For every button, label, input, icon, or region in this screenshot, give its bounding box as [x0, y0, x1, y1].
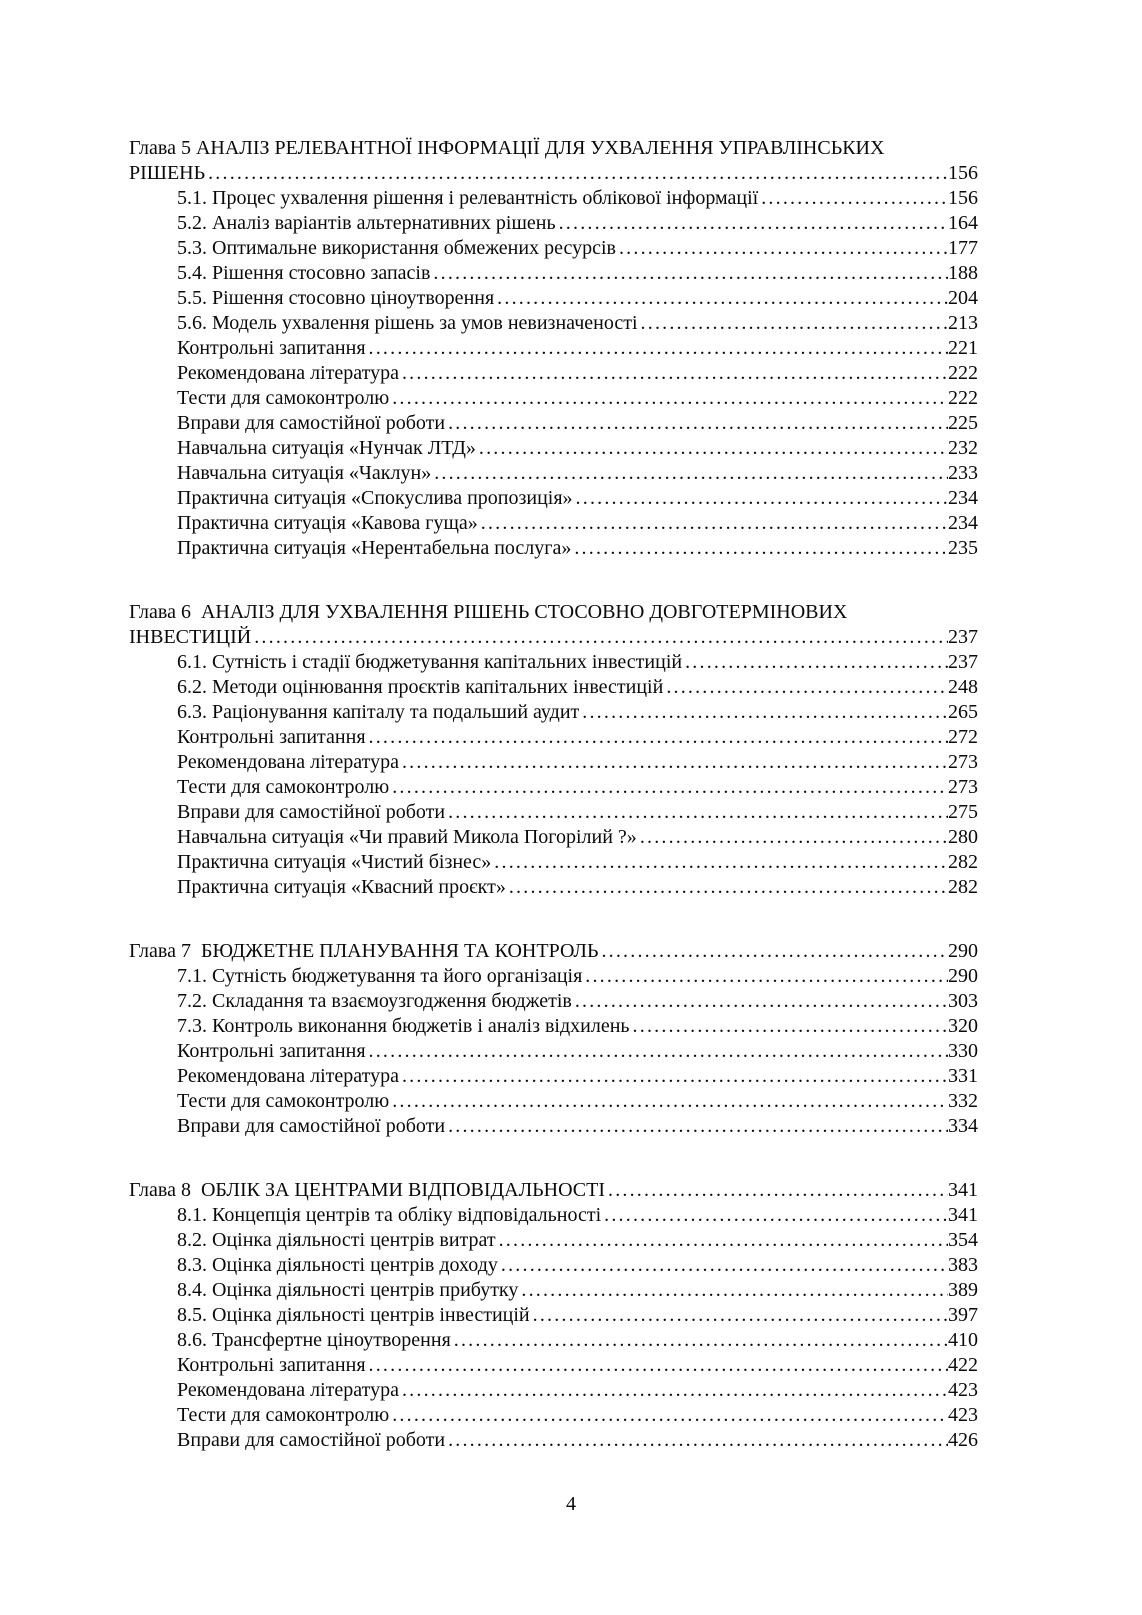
entry-title: Вправи для самостійної роботи	[177, 1429, 446, 1451]
entry-page-number: 222	[948, 387, 978, 409]
toc-entry-row	[129, 1089, 978, 1114]
entry-title: Контрольні запитання	[177, 1354, 366, 1376]
entry-page-number: 237	[948, 626, 978, 648]
toc-entry-row	[129, 536, 978, 561]
entry-title: Вправи для самостійної роботи	[177, 412, 446, 434]
entry-title: Вправи для самостійної роботи	[177, 801, 446, 823]
entry-page-number: 423	[948, 1379, 978, 1401]
entry-title: 5.4. Рішення стосовно запасів	[177, 262, 431, 284]
dot-leader	[431, 461, 948, 486]
toc-entry-row	[129, 775, 978, 800]
dot-leader	[399, 1064, 948, 1089]
toc-entry-row	[129, 650, 978, 675]
entry-page-number: 156	[948, 187, 978, 209]
dot-leader	[530, 1303, 948, 1328]
folio-page-number: 4	[566, 1493, 576, 1515]
entry-title: Рекомендована література	[177, 1065, 399, 1087]
dot-leader	[605, 1178, 948, 1203]
entry-title: Тести для самоконтролю	[177, 1090, 390, 1112]
dot-leader	[598, 939, 948, 964]
toc-entry-row	[129, 800, 978, 825]
dot-leader	[494, 286, 948, 311]
toc-chapter-heading-row	[129, 161, 978, 186]
entry-page-number: 188	[948, 262, 978, 284]
entry-title: 5.3. Оптимальне використання обмежених ресурсів	[177, 237, 616, 259]
dot-leader	[399, 750, 948, 775]
dot-leader	[518, 1278, 948, 1303]
dot-leader	[445, 800, 948, 825]
toc-entry-row	[129, 964, 978, 989]
entry-title: Практична ситуація «Квасний проєкт»	[177, 876, 506, 898]
toc-entry-row	[129, 1378, 978, 1403]
entry-title: 8.4. Оцінка діяльності центрів прибутку	[177, 1279, 519, 1301]
entry-page-number: 383	[948, 1254, 978, 1276]
entry-title: Рекомендована література	[177, 751, 399, 773]
dot-leader	[389, 386, 948, 411]
entry-page-number: 332	[948, 1090, 978, 1112]
dot-leader	[630, 1014, 948, 1039]
toc-entry-row	[129, 1353, 978, 1378]
chapter-title: Глава 5 АНАЛІЗ РЕЛЕВАНТНОЇ ІНФОРМАЦІЇ ДЛЯ УХВАЛЕННЯ УПРАВЛІНСЬКИХ	[129, 137, 885, 159]
dot-leader	[366, 336, 948, 361]
dot-leader	[445, 1428, 948, 1453]
dot-leader	[430, 261, 948, 286]
entry-title: 7.1. Сутність бюджетування та його організація	[177, 965, 583, 987]
dot-leader	[758, 186, 948, 211]
entry-title: 8.5. Оцінка діяльності центрів інвестицій	[177, 1304, 530, 1326]
entry-page-number: 341	[948, 1179, 978, 1201]
toc-chapter-heading-row	[129, 136, 978, 161]
entry-title: Контрольні запитання	[177, 726, 366, 748]
entry-title: Тести для самоконтролю	[177, 776, 390, 798]
entry-page-number: 341	[948, 1204, 978, 1226]
entry-title: 5.2. Аналіз варіантів альтернативних рішень	[177, 212, 556, 234]
entry-page-number: 282	[948, 876, 978, 898]
entry-title: 7.3. Контроль виконання бюджетів і аналіз відхилень	[177, 1015, 630, 1037]
entry-title: 6.1. Сутність і стадії бюджетування капітальних інвестицій	[177, 651, 683, 673]
dot-leader	[572, 989, 948, 1014]
entry-page-number: 273	[948, 751, 978, 773]
entry-page-number: 273	[948, 776, 978, 798]
dot-leader	[389, 1403, 948, 1428]
entry-page-number: 334	[948, 1115, 978, 1137]
dot-leader	[573, 486, 948, 511]
entry-page-number: 204	[948, 287, 978, 309]
entry-title: Навчальна ситуація «Чаклун»	[177, 462, 432, 484]
entry-page-number: 235	[948, 537, 978, 559]
entry-page-number: 330	[948, 1040, 978, 1062]
dot-leader	[491, 850, 948, 875]
entry-title: Навчальна ситуація «Нунчак ЛТД»	[177, 437, 476, 459]
toc-entry-row	[129, 386, 978, 411]
toc-chapter-block	[129, 600, 978, 900]
entry-title: Контрольні запитання	[177, 1040, 366, 1062]
toc-chapter-block	[129, 939, 978, 1139]
entry-title: Практична ситуація «Нерентабельна послуга»	[177, 537, 572, 559]
dot-leader	[582, 964, 948, 989]
entry-page-number: 423	[948, 1404, 978, 1426]
entry-title: Рекомендована література	[177, 1379, 399, 1401]
dot-leader	[498, 1253, 948, 1278]
entry-page-number: 232	[948, 437, 978, 459]
dot-leader	[556, 211, 948, 236]
dot-leader	[476, 436, 948, 461]
entry-page-number: 354	[948, 1229, 978, 1251]
toc-entry-row	[129, 336, 978, 361]
toc-entry-row	[129, 1064, 978, 1089]
dot-leader	[579, 700, 948, 725]
entry-page-number: 303	[948, 990, 978, 1012]
entry-page-number: 280	[948, 826, 978, 848]
toc-entry-row	[129, 261, 978, 286]
toc-entry-row	[129, 211, 978, 236]
toc-entry-row	[129, 1428, 978, 1453]
entry-page-number: 426	[948, 1429, 978, 1451]
dot-leader	[445, 411, 948, 436]
entry-page-number: 234	[948, 487, 978, 509]
toc-chapter-heading-row	[129, 939, 978, 964]
toc-entry-row	[129, 989, 978, 1014]
toc	[129, 136, 978, 1453]
entry-title: Тести для самоконтролю	[177, 1404, 390, 1426]
entry-title: Тести для самоконтролю	[177, 387, 390, 409]
toc-entry-row	[129, 236, 978, 261]
dot-leader	[366, 1039, 948, 1064]
entry-title: Контрольні запитання	[177, 337, 366, 359]
toc-entry-row	[129, 286, 978, 311]
dot-leader	[399, 1378, 948, 1403]
toc-entry-row	[129, 1303, 978, 1328]
dot-leader	[366, 1353, 948, 1378]
chapter-title: РІШЕНЬ	[129, 162, 206, 184]
entry-page-number: 225	[948, 412, 978, 434]
entry-title: Практична ситуація «Чистий бізнес»	[177, 851, 492, 873]
entry-title: 6.2. Методи оцінювання проєктів капітальних інвестицій	[177, 676, 664, 698]
toc-entry-row	[129, 361, 978, 386]
toc-entry-row	[129, 675, 978, 700]
dot-leader	[638, 311, 948, 336]
entry-page-number: 237	[948, 651, 978, 673]
toc-chapter-heading-row	[129, 625, 978, 650]
dot-leader	[399, 361, 948, 386]
dot-leader	[451, 1328, 948, 1353]
entry-page-number: 164	[948, 212, 978, 234]
dot-leader	[571, 536, 948, 561]
toc-entry-row	[129, 725, 978, 750]
dot-leader	[496, 1228, 948, 1253]
dot-leader	[366, 725, 948, 750]
entry-page-number: 282	[948, 851, 978, 873]
dot-leader	[663, 675, 948, 700]
entry-page-number: 331	[948, 1065, 978, 1087]
toc-entry-row	[129, 1014, 978, 1039]
entry-title: 8.3. Оцінка діяльності центрів доходу	[177, 1254, 498, 1276]
entry-title: Рекомендована література	[177, 362, 399, 384]
dot-leader	[682, 650, 948, 675]
dot-leader	[389, 1089, 948, 1114]
entry-title: 5.5. Рішення стосовно ціноутворення	[177, 287, 495, 309]
toc-entry-row	[129, 436, 978, 461]
entry-title: 8.1. Концепція центрів та обліку відповідальності	[177, 1204, 602, 1226]
toc-entry-row	[129, 1403, 978, 1428]
dot-leader	[445, 1114, 948, 1139]
toc-entry-row	[129, 1253, 978, 1278]
entry-page-number: 397	[948, 1304, 978, 1326]
entry-title: 8.6. Трансфертне ціноутворення	[177, 1329, 451, 1351]
entry-title: 5.6. Модель ухвалення рішень за умов невизначеності	[177, 312, 638, 334]
toc-entry-row	[129, 750, 978, 775]
dot-leader	[478, 511, 948, 536]
toc-entry-row	[129, 1228, 978, 1253]
dot-leader	[506, 875, 948, 900]
dot-leader	[205, 161, 948, 186]
toc-entry-row	[129, 700, 978, 725]
toc-entry-row	[129, 311, 978, 336]
toc-chapter-block	[129, 136, 978, 561]
toc-entry-row	[129, 511, 978, 536]
entry-page-number: 422	[948, 1354, 978, 1376]
dot-leader	[601, 1203, 948, 1228]
entry-title: Практична ситуація «Кавова гуща»	[177, 512, 478, 534]
toc-entry-row	[129, 1039, 978, 1064]
toc-entry-row	[129, 486, 978, 511]
entry-title: Вправи для самостійної роботи	[177, 1115, 446, 1137]
entry-page-number: 410	[948, 1329, 978, 1351]
entry-page-number: 177	[948, 237, 978, 259]
entry-page-number: 265	[948, 701, 978, 723]
chapter-title: ІНВЕСТИЦІЙ	[129, 626, 252, 648]
entry-page-number: 213	[948, 312, 978, 334]
dot-leader	[389, 775, 948, 800]
entry-page-number: 233	[948, 462, 978, 484]
entry-page-number: 156	[948, 162, 978, 184]
toc-entry-row	[129, 461, 978, 486]
entry-page-number: 234	[948, 512, 978, 534]
entry-page-number: 290	[948, 940, 978, 962]
chapter-title: Глава 8 ОБЛІК ЗА ЦЕНТРАМИ ВІДПОВІДАЛЬНОСТІ	[129, 1179, 605, 1201]
entry-page-number: 320	[948, 1015, 978, 1037]
entry-page-number: 248	[948, 676, 978, 698]
toc-entry-row	[129, 186, 978, 211]
toc-entry-row	[129, 1278, 978, 1303]
entry-title: Навчальна ситуація «Чи правий Микола Погорілий ?»	[177, 826, 637, 848]
entry-page-number: 222	[948, 362, 978, 384]
chapter-title: Глава 7 БЮДЖЕТНЕ ПЛАНУВАННЯ ТА КОНТРОЛЬ	[129, 940, 599, 962]
entry-title: 5.1. Процес ухвалення рішення і релевантність облікової інформації	[177, 187, 759, 209]
entry-page-number: 389	[948, 1279, 978, 1301]
dot-leader	[637, 825, 948, 850]
entry-page-number: 290	[948, 965, 978, 987]
toc-entry-row	[129, 850, 978, 875]
entry-page-number: 272	[948, 726, 978, 748]
entry-page-number: 221	[948, 337, 978, 359]
dot-leader	[616, 236, 948, 261]
toc-entry-row	[129, 1328, 978, 1353]
toc-entry-row	[129, 1114, 978, 1139]
toc-chapter-heading-row	[129, 1178, 978, 1203]
toc-entry-row	[129, 1203, 978, 1228]
toc-entry-row	[129, 411, 978, 436]
entry-title: Практична ситуація «Спокуслива пропозиція»	[177, 487, 573, 509]
dot-leader	[251, 625, 948, 650]
toc-entry-row	[129, 875, 978, 900]
toc-chapter-block	[129, 1178, 978, 1453]
entry-title: 6.3. Раціонування капіталу та подальший аудит	[177, 701, 580, 723]
entry-title: 8.2. Оцінка діяльності центрів витрат	[177, 1229, 496, 1251]
toc-chapter-heading-row	[129, 600, 978, 625]
entry-page-number: 275	[948, 801, 978, 823]
toc-entry-row	[129, 825, 978, 850]
entry-title: 7.2. Складання та взаємоузгодження бюджетів	[177, 990, 572, 1012]
chapter-title: Глава 6 АНАЛІЗ ДЛЯ УХВАЛЕННЯ РІШЕНЬ СТОСОВНО ДОВГОТЕРМІНОВИХ	[129, 601, 848, 623]
